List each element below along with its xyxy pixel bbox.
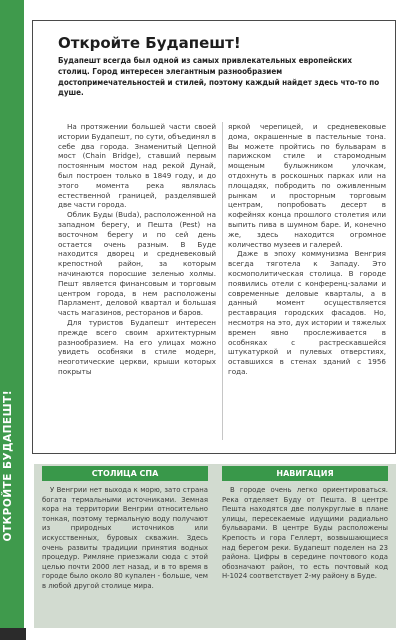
page-corner-marker — [0, 628, 26, 640]
paragraph: На протяжении большей части своей истории Будапешт, по сути, объединял в себе два города. Знаменитый Цепной мост (Chain Bridge), ставший первым постоянным мостом над рекой Дунай, был построен только в 1849 году, и до этого момента река являлась естественной границей, разделявшей две части города. — [58, 122, 216, 210]
article-title: Откройте Будапешт! — [58, 34, 241, 52]
spa-box-text: У Венгрии нет выхода к морю, зато страна богата термальными источниками. Земная кора на территории Венгрии относительно тонкая, поэтому термальную воду получают из природных источников или искусственных, буровых скважин. Здесь очень развиты традиции принятия водных процедур. Римляне приезжали сюда с этой целью почти 2000 лет назад, и в то время в городе было около 80 купален - больше, чем в любой другой столице мира. — [42, 486, 208, 590]
navigation-box-title: НАВИГАЦИЯ — [222, 466, 388, 481]
article-column-right — [228, 122, 386, 442]
article-body — [58, 122, 388, 442]
paragraph: яркой черепицей, и средневековые дома, окрашенные в пастельные тона. Вы можете пройтись по бульварам в парижском стиле и старомодным мощеным булыжником улочкам, отдохнуть в роскошных парках или на площадях, побродить по оживленным рынкам и просторным торговым центрам, попробовать десерт в кофейнях конца прошлого столетия или выпить пива в шумном баре. И, конечно же, здесь находится огромное количество музеев и галерей. — [228, 122, 386, 249]
article-column-left — [58, 122, 216, 442]
paragraph: Даже в эпоху коммунизма Венгрия всегда тяготела к Западу. Это космополитическая столица. В городе появились отели с конференц-залами и современные деловые кварталы, а в данный момент осуществляется реставрация городских фасадов. Но, несмотря на это, дух истории и тяжелых времен явно прослеживается в особняках с растрескавшейся штукатуркой и пулевых отверстиях, оставшихся в стенах зданий с 1956 года. — [228, 249, 386, 376]
navigation-box-text: В городе очень легко ориентироваться. Река отделяет Буду от Пешта. В центре Пешта находятся две полукруглые в плане улицы, пересекаемые идущими радиально бульварами. В центре Буды расположены Крепость и гора Геллерт, возвышающиеся над берегом реки. Будапешт поделен на 23 района. Цифры в середине почтового кода обозначают район, то есть почтовый код Н-1024 соответствует 2-му району в Буде. — [222, 486, 388, 581]
spa-box-title: СТОЛИЦА СПА — [42, 466, 208, 481]
column-divider — [222, 122, 223, 440]
paragraph: Облик Буды (Buda), расположенной на западном берегу, и Пешта (Pest) на восточном берегу и по сей день остается очень разным. В Буде находится дворец и средневековый крепостной район, за которым начинаются поросшие зеленью холмы. Пешт является финансовым и торговым центром города, в нем расположены Парламент, деловой квартал и большая часть магазинов, ресторанов и баров. — [58, 210, 216, 318]
navigation-box — [214, 464, 396, 628]
section-sidebar — [0, 0, 24, 640]
section-label: ОТКРОЙТЕ БУДАПЕШТ! — [2, 390, 14, 542]
paragraph: Для туристов Будапешт интересен прежде всего своим архитектурным разнообразием. На его улицах можно увидеть особняки в стиле модерн, неоготические церкви, крыши которых покрыты — [58, 317, 216, 376]
article-lead: Будапешт всегда был одной из самых привлекательных европейских столиц. Город интересен элегантным разнообразием достопримечательностей и стилей, поэтому каждый найдет здесь что-то по душе. — [58, 56, 380, 98]
spa-box — [34, 464, 216, 628]
